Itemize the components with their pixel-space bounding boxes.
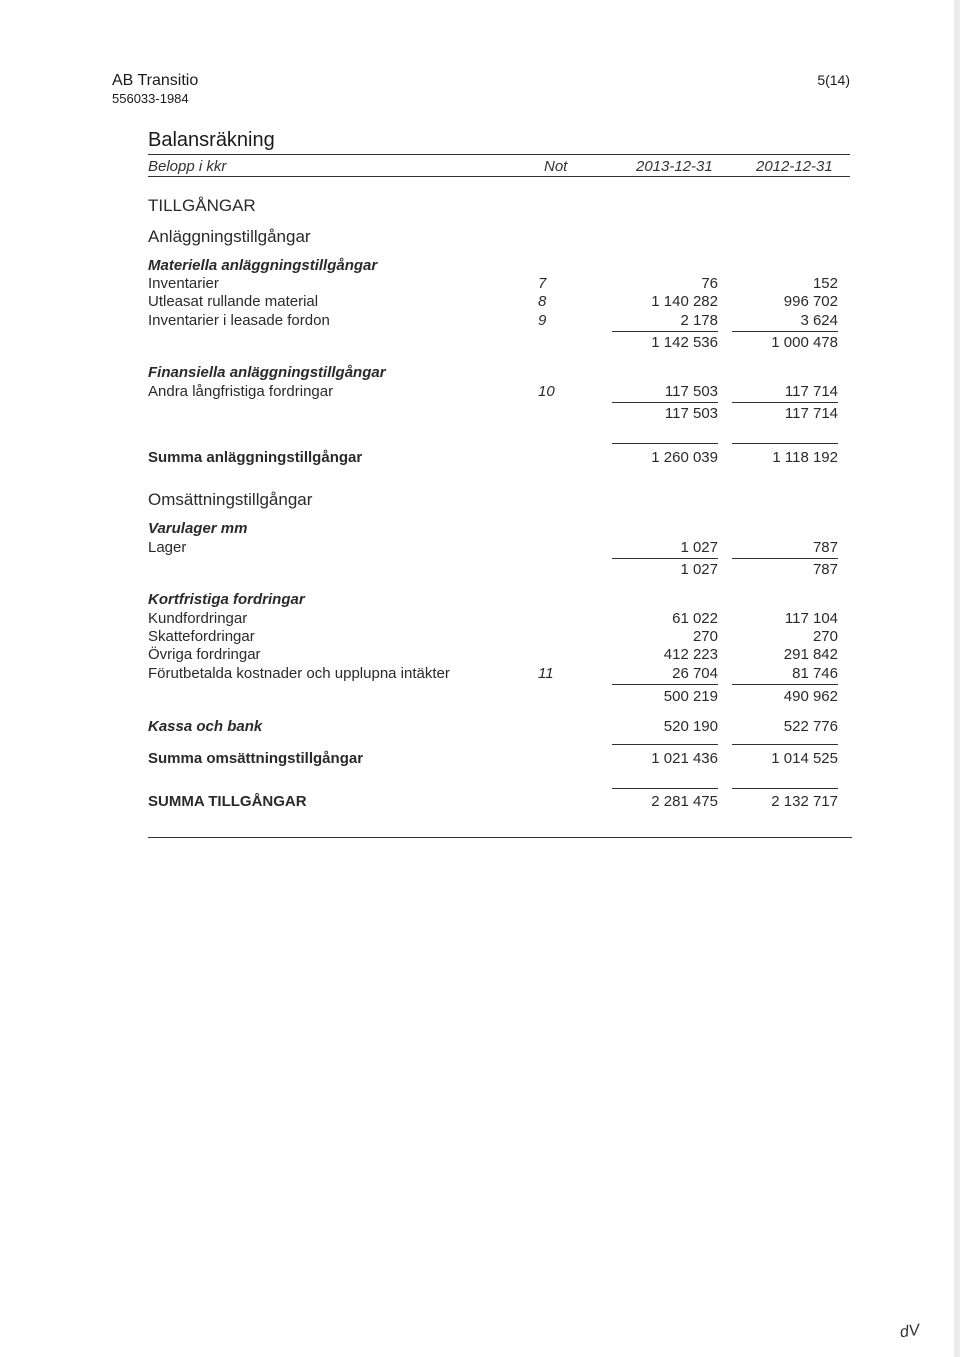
row-note: 8 [538, 293, 547, 310]
subtotal-line [612, 402, 718, 403]
value-previous: 117 714 [784, 405, 838, 422]
org-number: 556033-1984 [112, 91, 189, 106]
value-previous: 490 962 [783, 688, 838, 705]
row-label: Inventarier [148, 275, 219, 292]
col-header-current: 2013-12-31 [636, 158, 713, 175]
row-label: Lager [148, 539, 187, 556]
row-label: Kassa och bank [148, 718, 263, 735]
total-line [732, 788, 838, 789]
value-previous: 787 [812, 539, 838, 556]
value-current: 412 223 [663, 646, 718, 663]
total-line [732, 744, 838, 745]
value-current: 26 704 [672, 665, 718, 682]
col-header-previous: 2012-12-31 [756, 158, 833, 175]
value-current: 76 [701, 275, 718, 292]
row-label: Kortfristiga fordringar [148, 591, 305, 608]
value-current: 61 022 [672, 610, 718, 627]
value-current: 117 503 [664, 383, 718, 400]
title-rule [148, 154, 850, 155]
value-previous: 117 714 [784, 383, 838, 400]
value-current: 1 021 436 [651, 750, 718, 767]
row-label: Övriga fordringar [148, 646, 261, 663]
value-current: 117 503 [664, 405, 718, 422]
row-note: 11 [538, 665, 554, 682]
subtotal-line [732, 684, 838, 685]
row-note: 10 [538, 383, 555, 400]
row-label: Utleasat rullande material [148, 293, 319, 310]
value-previous: 522 776 [783, 718, 838, 735]
row-label: Summa omsättningstillgångar [148, 750, 364, 767]
subtotal-line [612, 684, 718, 685]
row-label: Materiella anläggningstillgångar [148, 257, 378, 274]
page-edge [954, 0, 960, 1357]
total-line [612, 443, 718, 444]
row-label: Finansiella anläggningstillgångar [148, 364, 386, 381]
row-note: 9 [538, 312, 547, 329]
row-label: TILLGÅNGAR [148, 196, 256, 215]
row-label: Anläggningstillgångar [148, 227, 311, 246]
subtotal-line [732, 331, 838, 332]
row-label: SUMMA TILLGÅNGAR [148, 793, 307, 810]
subtotal-line [732, 558, 838, 559]
value-current: 1 027 [680, 561, 718, 578]
signature-initials: dV [898, 1321, 921, 1342]
total-line [732, 443, 838, 444]
col-header-label: Belopp i kkr [148, 158, 227, 175]
value-current: 1 140 282 [651, 293, 718, 310]
value-current: 2 178 [680, 312, 718, 329]
subtotal-line [732, 402, 838, 403]
subtotal-line [612, 331, 718, 332]
value-current: 270 [692, 628, 718, 645]
value-previous: 1 118 192 [772, 449, 838, 466]
row-label: Skattefordringar [148, 628, 255, 645]
value-previous: 152 [812, 275, 838, 292]
row-label: Förutbetalda kostnader och upplupna intäkter [148, 665, 450, 682]
header-rule [148, 176, 850, 177]
page-number: 5(14) [817, 72, 850, 88]
value-previous: 291 842 [783, 646, 838, 663]
total-line [612, 744, 718, 745]
statement-title: Balansräkning [148, 129, 275, 151]
value-current: 1 027 [680, 539, 718, 556]
value-current: 500 219 [663, 688, 718, 705]
value-previous: 3 624 [800, 312, 838, 329]
row-label: Varulager mm [148, 520, 248, 537]
value-current: 1 260 039 [651, 449, 718, 466]
value-previous: 81 746 [792, 665, 838, 682]
value-previous: 117 104 [784, 610, 838, 627]
row-label: Kundfordringar [148, 610, 248, 627]
value-current: 2 281 475 [651, 793, 718, 810]
bottom-rule [148, 837, 852, 838]
subtotal-line [612, 558, 718, 559]
value-current: 1 142 536 [651, 334, 718, 351]
value-previous: 787 [812, 561, 838, 578]
value-previous: 2 132 717 [771, 793, 838, 810]
row-label: Summa anläggningstillgångar [148, 449, 363, 466]
value-previous: 270 [812, 628, 838, 645]
row-label: Inventarier i leasade fordon [148, 312, 330, 329]
col-header-note: Not [544, 158, 568, 175]
row-label: Omsättningstillgångar [148, 490, 313, 509]
value-previous: 1 014 525 [771, 750, 838, 767]
company-name: AB Transitio [112, 72, 199, 89]
total-line [612, 788, 718, 789]
value-current: 520 190 [663, 718, 718, 735]
row-label: Andra långfristiga fordringar [148, 383, 334, 400]
value-previous: 1 000 478 [771, 334, 838, 351]
row-note: 7 [538, 275, 547, 292]
value-previous: 996 702 [783, 293, 838, 310]
